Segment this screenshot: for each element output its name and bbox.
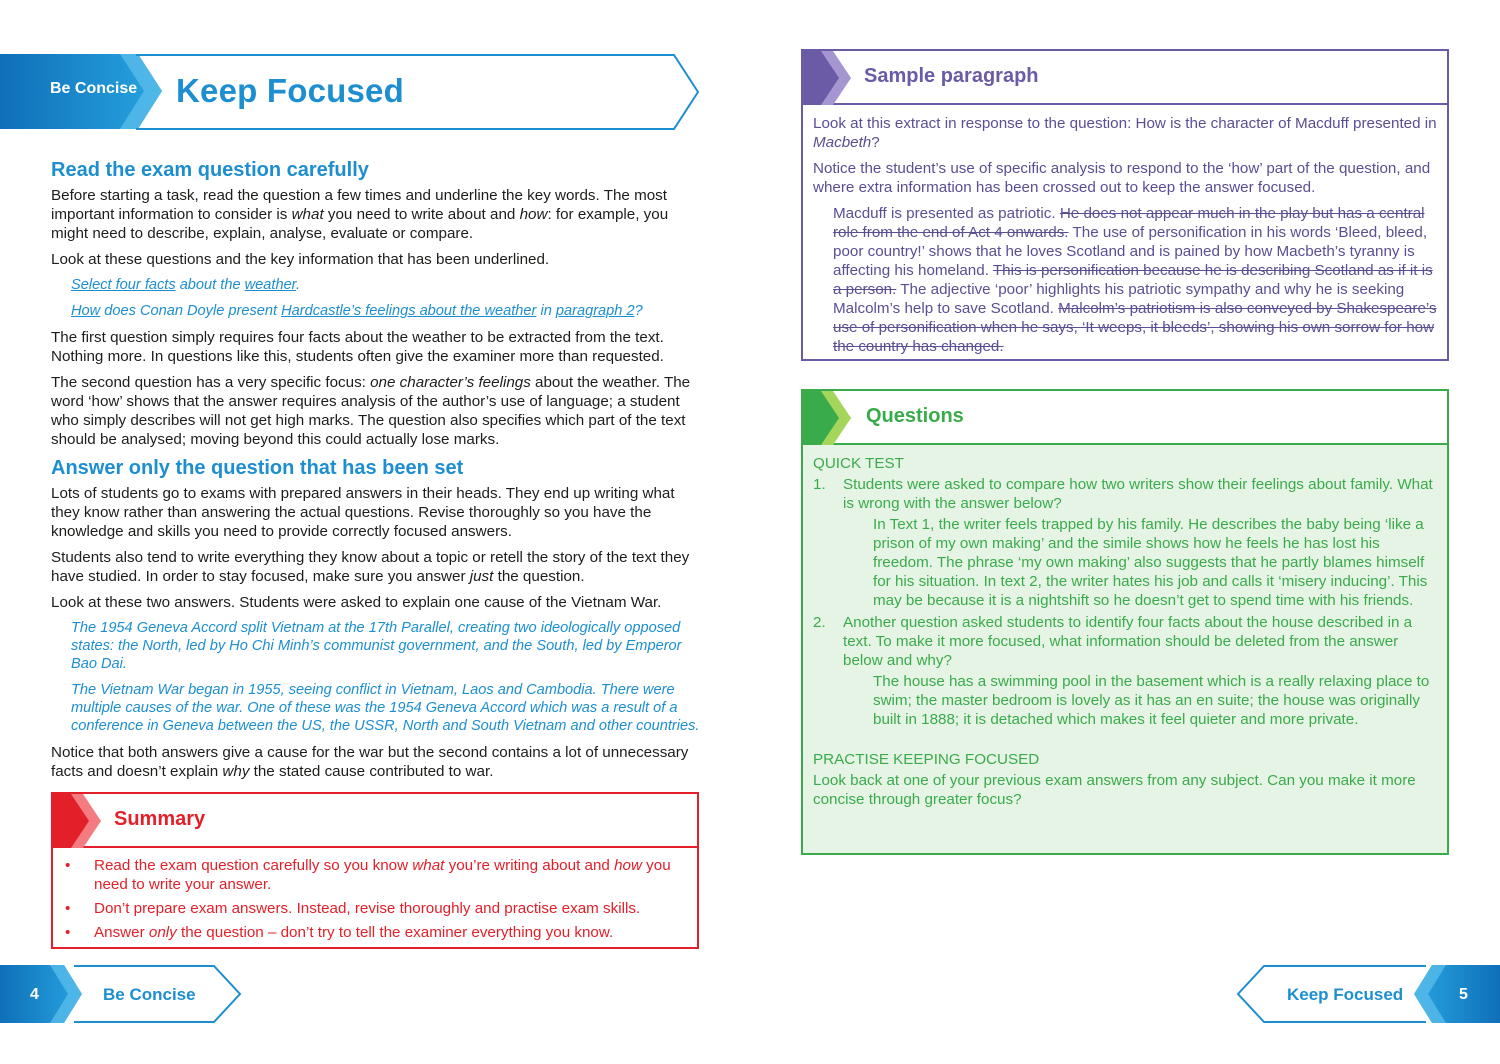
example-question-1: Select four facts about the weather. [71, 277, 301, 293]
answer-1: In Text 1, the writer feels trapped by his family. He describes the baby being ‘like a prison of my own making’ and the simile shows how he feels he has lost his freedom. The phrase ‘my own making’ also suggests that he partly blames himself for his situation. In text 2, the writer hates his job and calls it ‘misery inducing’. This may be because it is a nightshift so he doesn’t get to spend time with his friends. [873, 516, 1428, 609]
page-title: Keep Focused [176, 72, 404, 109]
paragraph: Look at these two answers. Students were asked to explain one cause of the Vietnam War. [51, 594, 662, 611]
list-item: • Don’t prepare exam answers. Instead, revise thoroughly and practise exam skills. [65, 900, 641, 917]
sample-chevron-icon [803, 51, 853, 105]
practise-text: Look back at one of your previous exam answers from any subject. Can you make it more concise through greater focus? [813, 772, 1416, 808]
heading-read-question: Read the exam question carefully [51, 159, 369, 181]
sample-title: Sample paragraph [864, 65, 1039, 87]
sample-header [803, 51, 1447, 105]
questions-chevron-icon [803, 391, 853, 445]
paragraph: Notice the student’s use of specific analysis to respond to the ‘how’ part of the question, and where extra information has been crossed out to keep the answer focused. [813, 160, 1431, 196]
questions-body [813, 454, 1441, 809]
example-question-2: How does Conan Doyle present Hardcastle’s feelings about the weather in paragraph 2? [71, 303, 643, 319]
footer-label-left: Be Concise [103, 985, 196, 1004]
quick-test-label: QUICK TEST [813, 455, 904, 472]
left-content [51, 158, 701, 788]
bullet-icon: • [65, 924, 71, 941]
paragraph: Before starting a task, read the question a few times and underline the key words. The most important information to consider is what you need to write about and how: for example, you might need to describe, explain, analyse, evaluate or compare. [51, 187, 669, 242]
heading-answer-only: Answer only the question that has been set [51, 457, 464, 479]
sample-body [813, 114, 1441, 363]
paragraph: Lots of students go to exams with prepared answers in their heads. They end up writing what they know rather than answering the actual questions. Revise thoroughly so you have the knowledge and skills you need to provide correctly focused answers. [51, 485, 675, 540]
list-item: • Answer only the question – don’t try to tell the examiner everything you know. [65, 924, 614, 941]
bullet-icon: • [65, 900, 71, 917]
summary-box [51, 792, 699, 949]
crossed-out-text: This is personification because he is describing Scotland as if it is a person. [833, 262, 1433, 298]
questions-header [803, 391, 1447, 445]
sample-paragraph-box [801, 49, 1449, 361]
bullet-icon: • [65, 857, 71, 874]
example-answer-2: The Vietnam War began in 1955, seeing conflict in Vietnam, Laos and Cambodia. There were multiple causes of the war. One of these was the 1954 Geneva Accord which was a result of a conference in Geneva between the US, the USSR, North and South Vietnam and other countries. [71, 682, 700, 734]
section-tab-label: Be Concise [50, 80, 138, 97]
paragraph: The first question simply requires four facts about the weather to be extracted from the text. Nothing more. In questions like this, students often give the examiner more than requested. [51, 329, 664, 365]
crossed-out-text: He does not appear much in the play but has a central role from the end of Act 4 onwards. [833, 205, 1425, 241]
summary-list [65, 856, 685, 947]
paragraph: The second question has a very specific focus: one character’s feelings about the weather. The word ‘how’ shows that the answer requires analysis of the author’s use of language; a student who simply describes will not get high marks. The question also specifies which part of the text should be analysed; moving beyond this could actually lose marks. [51, 374, 691, 448]
answer-2: The house has a swimming pool in the basement which is a really relaxing place to swim; the master bedroom is lovely as it has an en suite; the house was originally built in 1888; it is detached which makes it feel quieter and more private. [873, 673, 1430, 728]
page-number-left: 4 [30, 986, 39, 1003]
example-answer-1: The 1954 Geneva Accord split Vietnam at the 17th Parallel, creating two ideologically opposed states: the North, led by Ho Chi Minh’s communist government, and the South, led by Emperor Bao Dai. [71, 620, 682, 672]
page-number-right: 5 [1459, 986, 1468, 1003]
paragraph: Students also tend to write everything they know about a topic or retell the story of the text they have studied. In order to stay focused, make sure you answer just the question. [51, 549, 690, 585]
questions-title: Questions [866, 405, 964, 427]
crossed-out-text: Malcolm’s patriotism is also conveyed by Shakespeare’s use of personification when he says, ‘It weeps, it bleeds’, showing his own sorrow for how the country has changed. [833, 300, 1437, 355]
summary-title: Summary [114, 808, 206, 830]
sample-extract: Macduff is presented as patriotic. He does not appear much in the play but has a central role from the end of Act 4 onwards. The use of personification in his words ‘Bleed, bleed, poor country!’ shows that he loves Scotland and is pained by how Macbeth’s tyranny is affecting his homeland. This is personification because he is describing Scotland as if it is a person. The adjective ‘poor’ highlights his patriotic sympathy and why he is seeking Malcolm’s help to save Scotland. Malcolm’s patriotism is also conveyed by Shakespeare’s use of personification when he says, ‘It weeps, it bleeds’, showing his own sorrow for how the country has changed. [833, 205, 1437, 355]
question-1: 1. Students were asked to compare how two writers show their feelings about family. What is wrong with the answer below? [813, 476, 1433, 512]
questions-box [801, 389, 1449, 855]
footer-label-right: Keep Focused [1287, 985, 1404, 1004]
summary-header [53, 794, 697, 848]
paragraph: Notice that both answers give a cause for the war but the second contains a lot of unnecessary facts and doesn’t explain why the stated cause contributed to war. [51, 744, 689, 780]
paragraph: Look at this extract in response to the question: How is the character of Macduff presented in Macbeth? [813, 115, 1437, 151]
list-item: • Read the exam question carefully so you know what you’re writing about and how you need to write your answer. [65, 857, 671, 893]
practise-label: PRACTISE KEEPING FOCUSED [813, 751, 1040, 768]
summary-chevron-icon [53, 794, 103, 848]
paragraph: Look at these questions and the key information that has been underlined. [51, 251, 550, 268]
question-2: 2. Another question asked students to identify four facts about the house described in a text. To make it more focused, what information should be deleted from the answer below and why? [813, 614, 1413, 669]
